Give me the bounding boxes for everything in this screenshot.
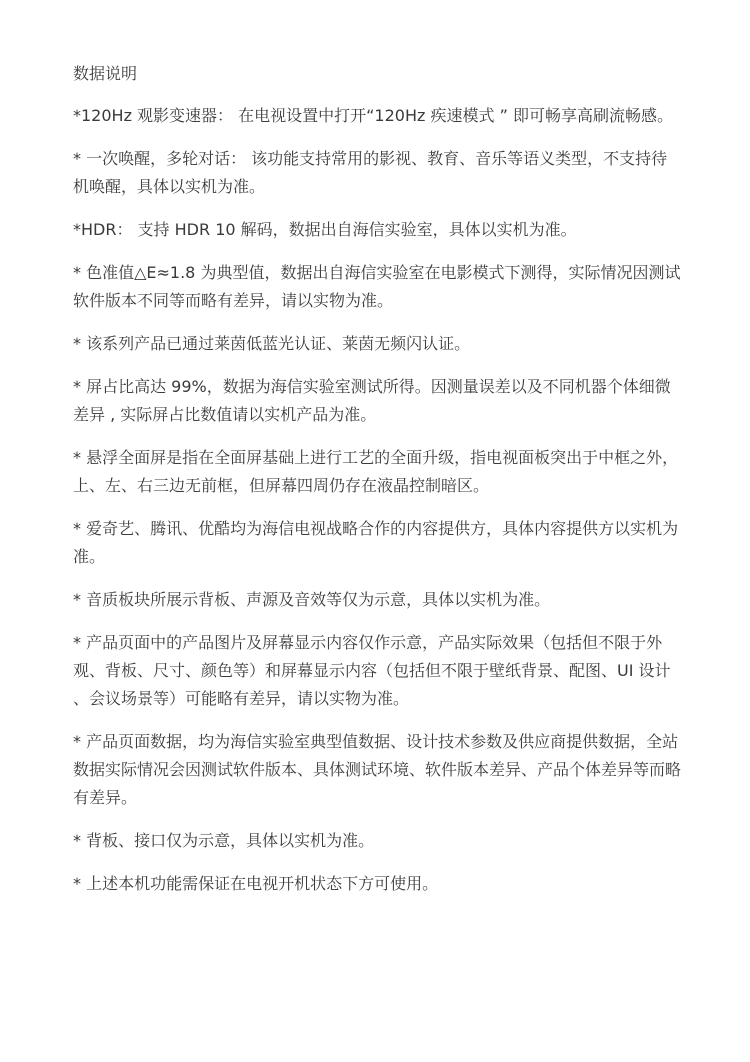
note-item: * 产品页面中的产品图片及屏幕显示内容仅作示意，产品实际效果（包括但不限于外观、背板、尺寸、颜色等）和屏幕显示内容（包括但不限于壁纸背景、配图、UI 设计 、会议场景等）可能略有差异，请以实物为准。 <box>73 633 671 708</box>
note-item: *HDR： 支持 HDR 10 解码，数据出自海信实验室，具体以实机为准。 <box>73 220 577 239</box>
note-item: * 色准值△E≈1.8 为典型值，数据出自海信实验室在电影模式下测得，实际情况因测试软件版本不同等而略有差异，请以实物为准。 <box>73 263 681 310</box>
note-item: * 悬浮全面屏是指在全面屏基础上进行工艺的全面升级，指电视面板突出于中框之外，上、左、右三边无前框，但屏幕四周仍存在液晶控制暗区。 <box>73 448 679 495</box>
note-item: * 背板、接口仅为示意，具体以实机为准。 <box>73 831 375 850</box>
note-item: * 该系列产品已通过莱茵低蓝光认证、莱茵无频闪认证。 <box>73 334 471 353</box>
note-item: * 上述本机功能需保证在电视开机状态下方可使用。 <box>73 874 439 893</box>
page-title: 数据说明 <box>73 64 138 83</box>
notes-list <box>73 102 682 898</box>
note-item: * 爱奇艺、腾讯、优酷均为海信电视战略合作的内容提供方，具体内容提供方以实机为准。 <box>73 519 679 566</box>
note-item: * 一次唤醒，多轮对话： 该功能支持常用的影视、教育、音乐等语义类型，不支持待机唤醒，具体以实机为准。 <box>73 149 668 196</box>
note-item: * 屏占比高达 99%，数据为海信实验室测试所得。因测量误差以及不同机器个体细微差异 , 实际屏占比数值请以实机产品为准。 <box>73 377 671 424</box>
note-item: * 音质板块所展示背板、声源及音效等仅为示意，具体以实机为准。 <box>73 590 551 609</box>
note-item: *120Hz 观影变速器： 在电视设置中打开“120Hz 疾速模式 ” 即可畅享高刷流畅感。 <box>73 106 673 125</box>
note-item: * 产品页面数据，均为海信实验室典型值数据、设计技术参数及供应商提供数据，全站数据实际情况会因测试软件版本、具体测试环境、软件版本差异、产品个体差异等而略有差异。 <box>73 732 682 807</box>
